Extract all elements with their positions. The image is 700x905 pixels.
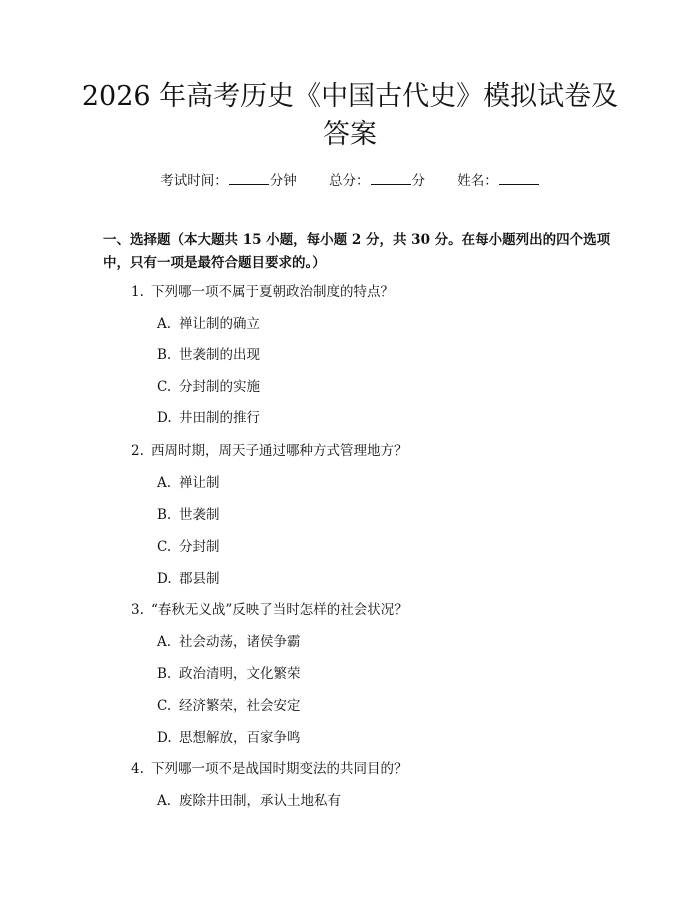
option-letter: C. [157,539,172,555]
exam-meta-line [0,169,700,189]
option-text: 禅让制的确立 [179,316,260,332]
question-3-option-d [157,728,301,748]
option-letter: D. [157,410,172,426]
option-letter: C. [157,698,172,714]
question-2-option-d [157,569,220,589]
question-1-option-d [157,408,260,428]
option-letter: A. [157,475,172,491]
question-4 [131,759,408,779]
option-text: 井田制的推行 [179,410,260,426]
option-text: 禅让制 [179,475,220,491]
option-letter: A. [157,793,172,809]
question-3 [131,600,408,620]
question-text: 下列哪一项不是战国时期变法的共同目的？ [151,761,408,777]
exam-time-blank [229,172,269,185]
question-4-option-a [157,791,341,811]
exam-time-unit: 分钟 [269,173,297,189]
option-text: 分封制 [179,539,220,555]
option-text: 政治清明，文化繁荣 [179,666,301,682]
exam-time-label: 考试时间： [160,173,228,189]
question-1 [131,282,394,302]
student-name-blank [499,172,539,185]
option-text: 废除井田制，承认土地私有 [179,793,341,809]
question-2 [131,441,408,461]
section-heading: 一、选择题（本大题共 15 小题，每小题 2 分，共 30 分。在每小题列出的四个选项中，只有一项是最符合题目要求的。） [103,232,611,271]
option-letter: A. [157,634,172,650]
question-1-option-a [157,314,260,334]
option-text: 分封制的实施 [179,379,260,395]
option-letter: D. [157,730,172,746]
option-text: 世袭制 [179,507,220,523]
total-score-label: 总分： [329,173,370,189]
question-1-option-b [157,345,260,365]
option-text: 郡县制 [179,571,220,587]
student-name-label: 姓名： [457,173,498,189]
question-3-option-a [157,632,301,652]
question-number: 2. [131,443,144,459]
student-name-field [457,169,540,189]
question-number: 1. [131,284,144,300]
option-letter: D. [157,571,172,587]
question-3-option-b [157,664,301,684]
question-number: 4. [131,761,144,777]
question-number: 3. [131,602,144,618]
question-2-option-b [157,505,220,525]
question-text: “春秋无义战”反映了当时怎样的社会状况？ [151,602,408,618]
option-text: 社会动荡，诸侯争霸 [179,634,301,650]
question-3-option-c [157,696,301,716]
exam-time-field [160,169,297,189]
exam-title-line1: 2026 年高考历史《中国古代史》模拟试卷及 [81,81,619,112]
option-letter: B. [157,347,172,363]
exam-title-line2: 答案 [323,119,377,150]
question-1-option-c [157,377,260,397]
option-text: 经济繁荣，社会安定 [179,698,301,714]
exam-title [60,78,640,154]
option-letter: A. [157,316,172,332]
option-letter: C. [157,379,172,395]
total-score-unit: 分 [411,173,425,189]
question-2-option-a [157,473,220,493]
question-text: 西周时期，周天子通过哪种方式管理地方？ [151,443,408,459]
option-text: 思想解放，百家争鸣 [179,730,301,746]
total-score-field [329,169,425,189]
question-text: 下列哪一项不属于夏朝政治制度的特点？ [151,284,394,300]
total-score-blank [371,172,411,185]
question-2-option-c [157,537,220,557]
option-letter: B. [157,507,172,523]
option-letter: B. [157,666,172,682]
option-text: 世袭制的出现 [179,347,260,363]
